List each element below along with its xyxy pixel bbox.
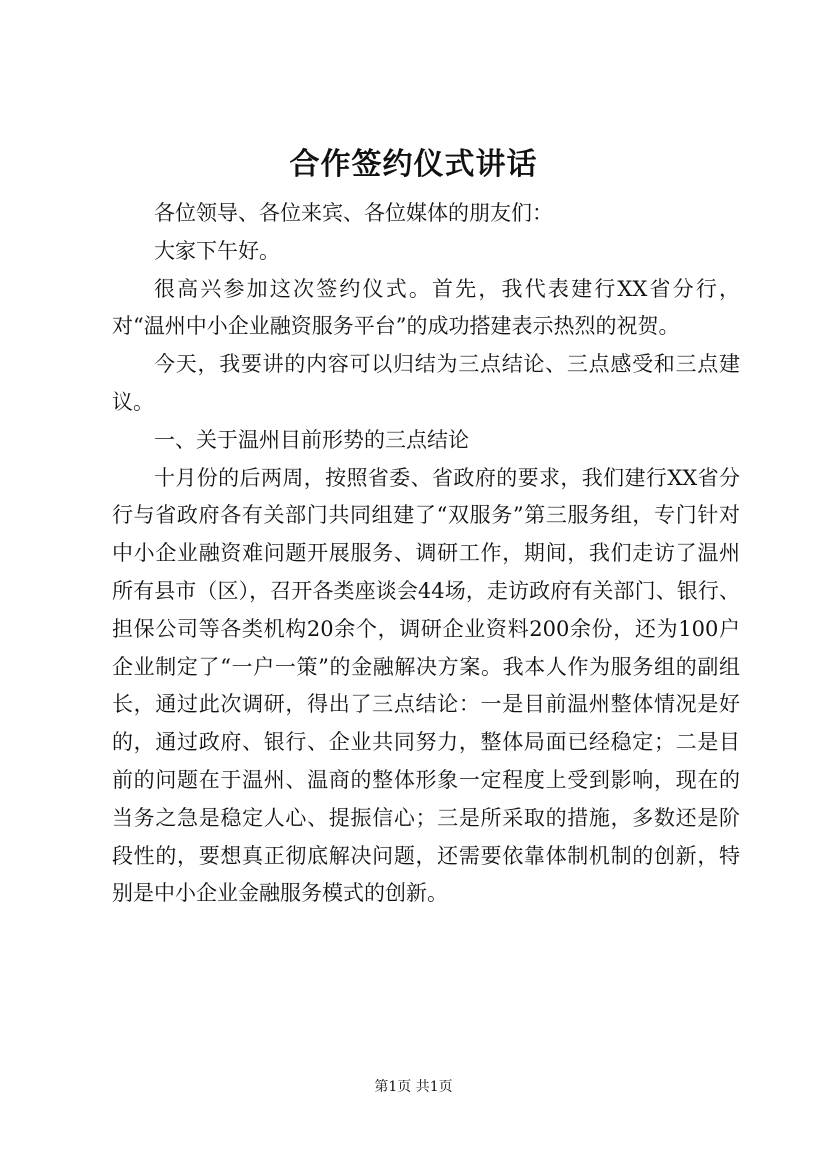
paragraph-outline: 今天，我要讲的内容可以归结为三点结论、三点感受和三点建议。 [112,352,740,414]
section-heading-1: 一、关于温州目前形势的三点结论 [154,427,469,452]
document-body [112,195,740,913]
paragraph-greeting: 各位领导、各位来宾、各位媒体的朋友们： [154,201,553,225]
paragraph-hello: 大家下午好。 [154,238,280,263]
document-title: 合作签约仪式讲话 [289,147,538,182]
paragraph-congratulation: 很高兴参加这次签约仪式。首先，我代表建行XX省分行，对“温州中小企业融资服务平台”的成功搭建表示热烈的祝贺。 [112,276,740,339]
paragraph-conclusions: 十月份的后两周，按照省委、省政府的要求，我们建行XX省分行与省政府各有关部门共同组建了“双服务”第三服务组，专门针对中小企业融资难问题开展服务、调研工作，期间，我们走访了温州所有县市（区），召开各类座谈会44场，走访政府有关部门、银行、担保公司等各类机构20余个，调研企业资料200余份，还为100户企业制定了“一户一策”的金融解决方案。我本人作为服务组的副组长，通过此次调研，得出了三点结论：一是目前温州整体情况是好的，通过政府、银行、企业共同努力，整体局面已经稳定；二是目前的问题在于温州、温商的整体形象一定程度上受到影响，现在的当务之急是稳定人心、提振信心；三是所采取的措施，多数还是阶段性的，要想真正彻底解决问题，还需要依靠体制机制的创新，特别是中小企业金融服务模式的创新。 [112,465,740,906]
page-number-footer: 第1页 共1页 [374,1079,453,1095]
